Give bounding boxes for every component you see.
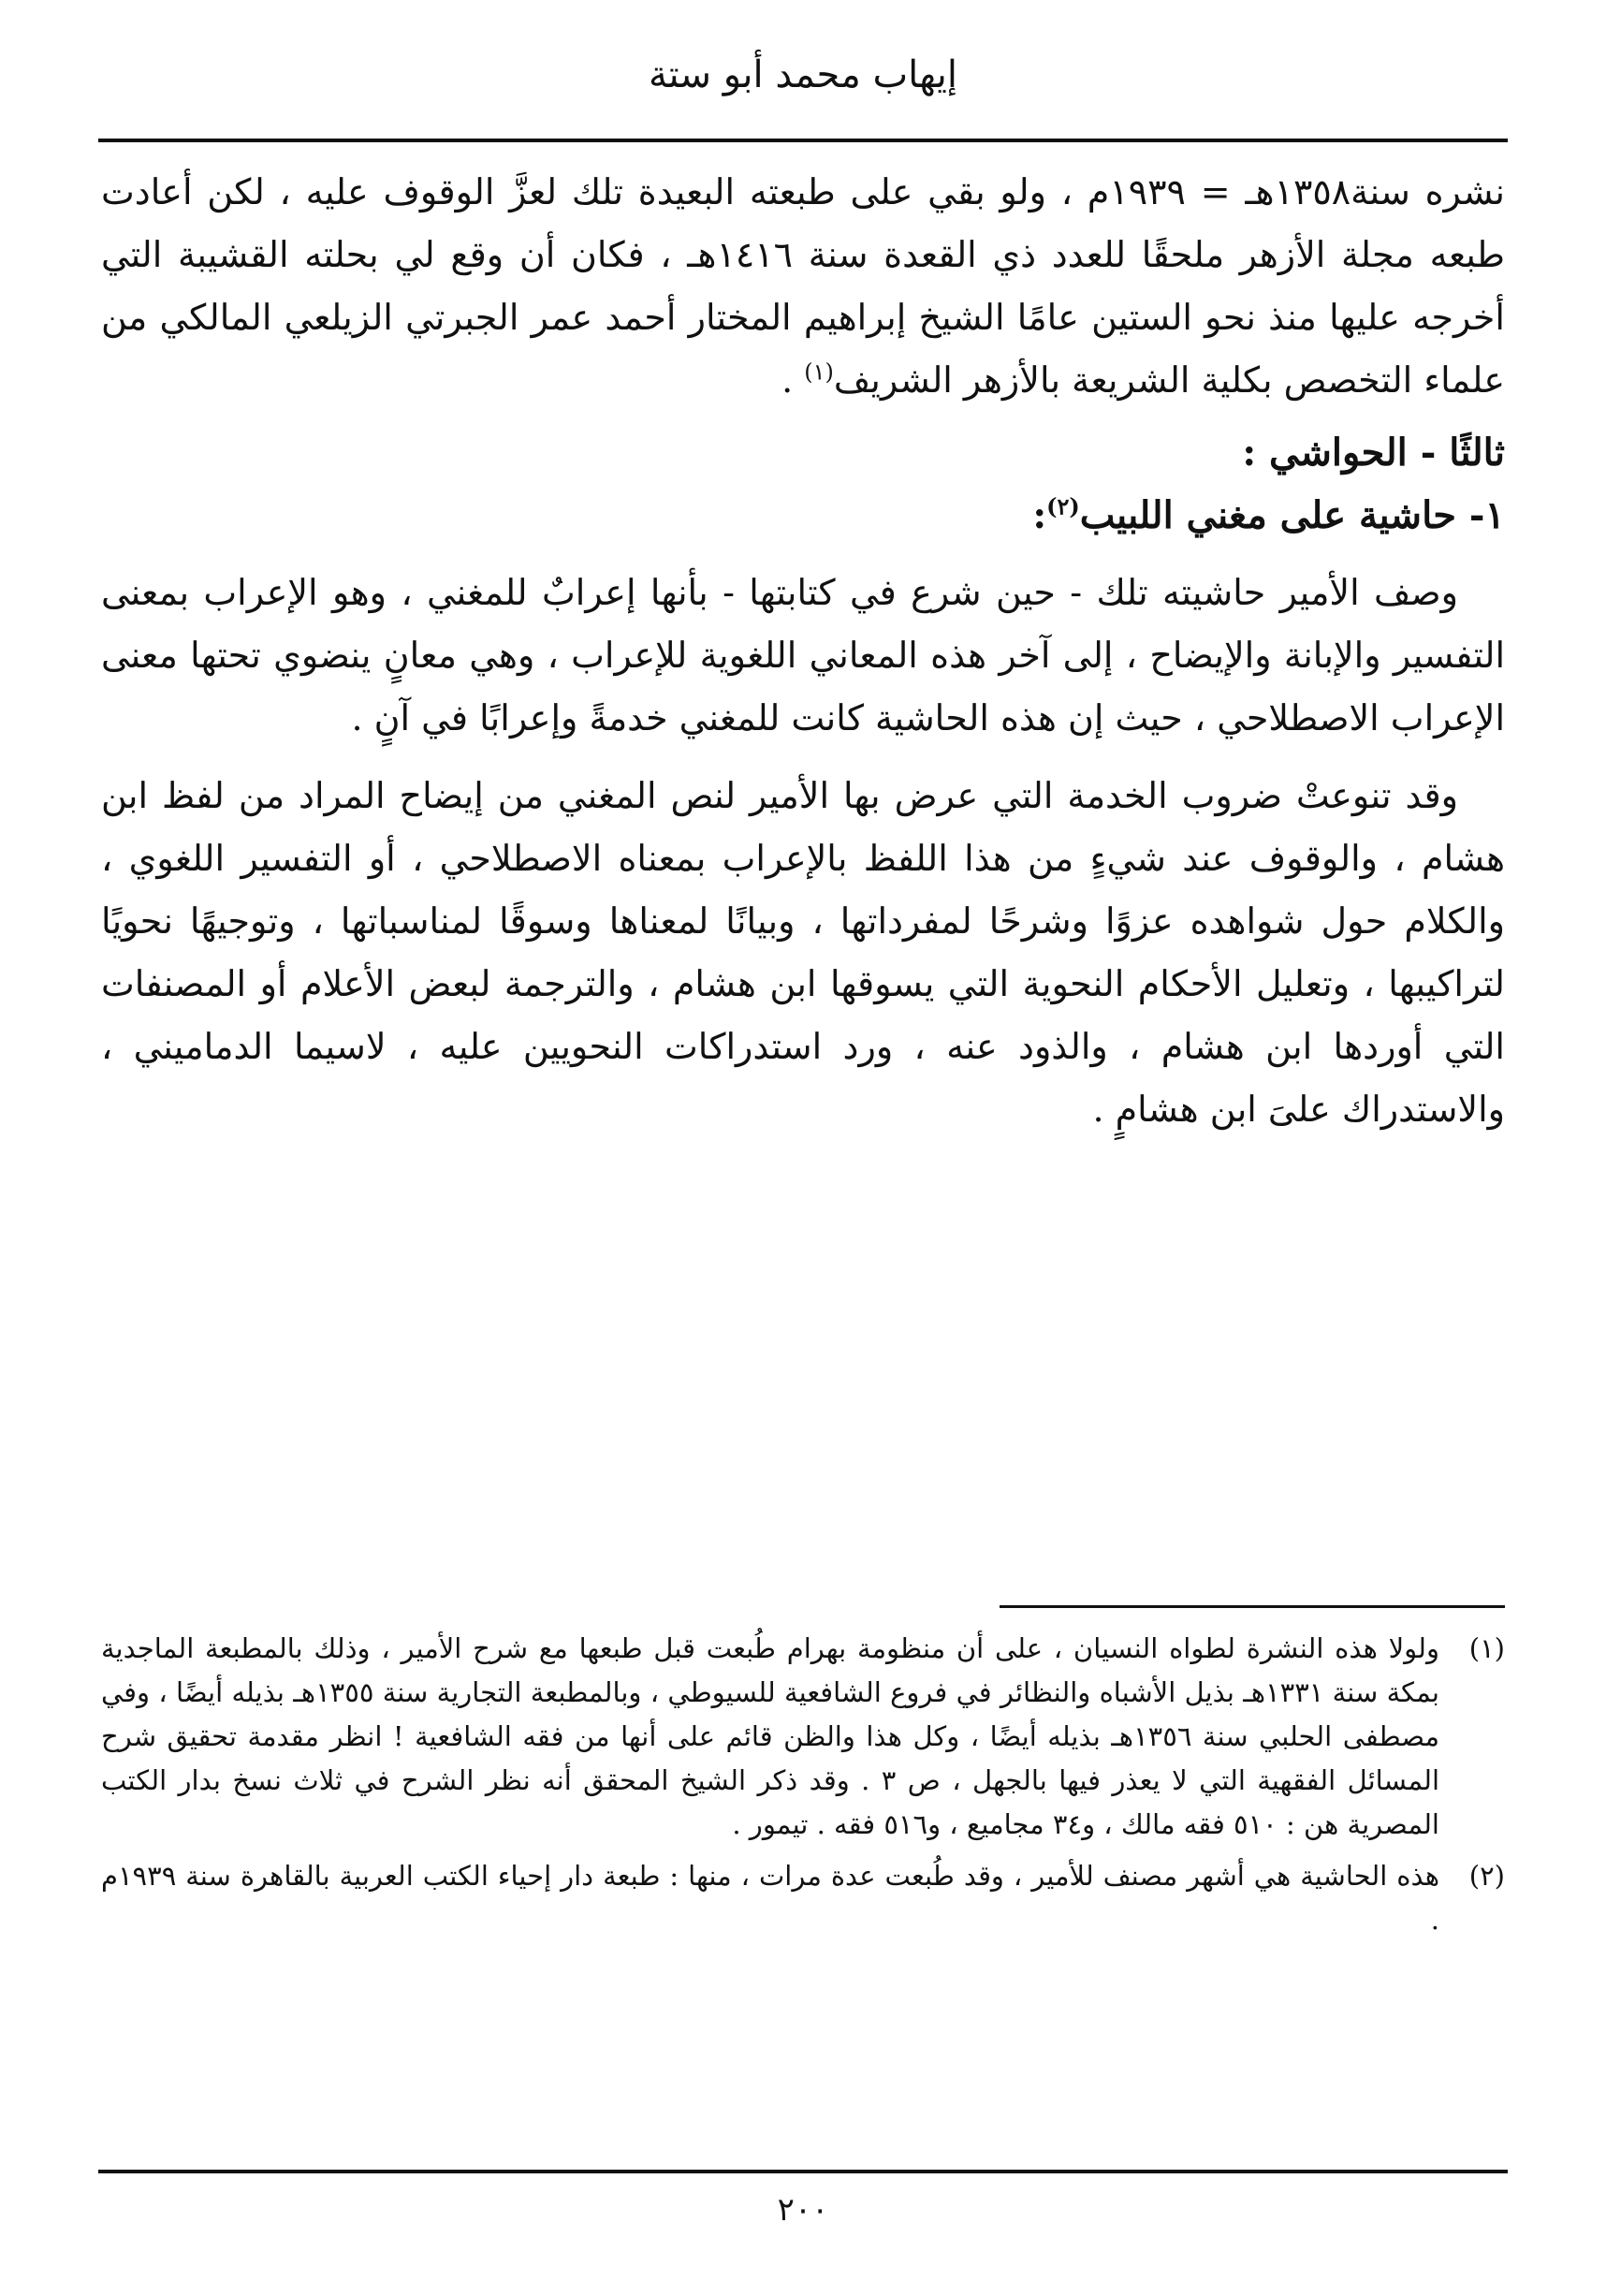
footnote-2: [101, 1854, 1505, 1942]
main-text: [101, 161, 1505, 1141]
paragraph-1-end: .: [781, 359, 805, 401]
paragraph-1: [101, 161, 1505, 412]
running-title: إيهاب محمد أبو ستة: [649, 53, 957, 96]
footnote-separator: [1000, 1605, 1505, 1608]
paragraph-1-text: نشره سنة١٣٥٨هـ = ١٩٣٩م ، ولو بقي على طبعته البعيدة تلك لعزَّ الوقوف عليه ، لكن أعادت طبعه مجلة الأزهر ملحقًا للعدد ذي القعدة سنة ١٤١٦هـ ، فكان أن وقع لي بحلته القشيبة التي أخرجه عليها منذ نحو الستين عامًا الشيخ إبراهيم المختار أحمد عمر الجبرتي الزيلعي المالكي من علماء التخصص بكلية الشريعة بالأزهر الشريف: [101, 171, 1505, 401]
paragraph-3: وقد تنوعتْ ضروب الخدمة التي عرض بها الأمير لنص المغني من إيضاح المراد من لفظ ابن هشام ، والوقوف عند شيءٍ من هذا اللفظ بالإعراب بمعناه الاصطلاحي ، أو التفسير اللغوي ، والكلام حول شواهده عزوًا وشرحًا لمفرداتها ، وبيانًا لمعناها وسوقًا لمناسباتها ، وتوجيهًا نحويًا لتراكيبها ، وتعليل الأحكام النحوية التي يسوقها ابن هشام ، والترجمة لبعض الأعلام أو المصنفات التي أوردها ابن هشام ، والذود عنه ، ورد استدراكات النحويين عليه ، لاسيما الدماميني ، والاستدراك علىَ ابن هشامٍ .: [101, 775, 1505, 1130]
page-number: ٢٠٠: [777, 2191, 829, 2229]
footnote-2-text: هذه الحاشية هي أشهر مصنف للأمير ، وقد طُبعت عدة مرات ، منها : طبعة دار إحياء الكتب العربية بالقاهرة سنة ١٩٣٩م .: [101, 1860, 1439, 1936]
footer-rule: [98, 2170, 1508, 2173]
footnote-ref-2: (٢): [1046, 492, 1080, 520]
header-rule: [98, 139, 1508, 142]
footnote-ref-1: (١): [804, 358, 834, 386]
section-heading-hawashi: ثالثًا - الحواشي :: [1242, 431, 1505, 475]
footnotes: [101, 1627, 1505, 1950]
footnote-1-text: ولولا هذه النشرة لطواه النسيان ، على أن منظومة بهرام طُبعت قبل طبعها مع شرح الأمير ، وذلك بالمطبعة الماجدية بمكة سنة ١٣٣١هـ بذيل الأشباه والنظائر في فروع الشافعية للسيوطي ، وبالمطبعة التجارية سنة ١٣٥٥هـ بذيله أيضًا ، وفي مصطفى الحلبي سنة ١٣٥٦هـ بذيله أيضًا ، وكل هذا والظن قائم على أنها من فقه الشافعية ! انظر مقدمة تحقيق شرح المسائل الفقهية التي لا يعذر فيها بالجهل ، ص ٣ . وقد ذكر الشيخ المحقق أنه نظر الشرح في ثلاث نسخ بدار الكتب المصرية هن : ٥١٠ فقه مالك ، و٣٤ مجاميع ، و٥١٦ فقه . تيمور .: [101, 1632, 1440, 1840]
paragraph-2: وصف الأمير حاشيته تلك - حين شرع في كتابتها - بأنها إعرابٌ للمغني ، وهو الإعراب بمعنى التفسير والإبانة والإيضاح ، إلى آخر هذه المعاني اللغوية للإعراب ، وهي معانٍ ينضوي تحتها معنى الإعراب الاصطلاحي ، حيث إن هذه الحاشية كانت للمغني خدمةً وإعرابًا في آنٍ .: [101, 572, 1505, 739]
footnote-2-number: (٢): [1468, 1860, 1505, 1892]
footnote-1: [101, 1627, 1505, 1847]
subheading-hashiya-mughni: [101, 484, 1505, 547]
subheading-end: :: [1032, 493, 1047, 537]
subheading-text: ١- حاشية على مغني اللبيب: [1079, 493, 1505, 537]
footnote-1-number: (١): [1468, 1632, 1505, 1664]
